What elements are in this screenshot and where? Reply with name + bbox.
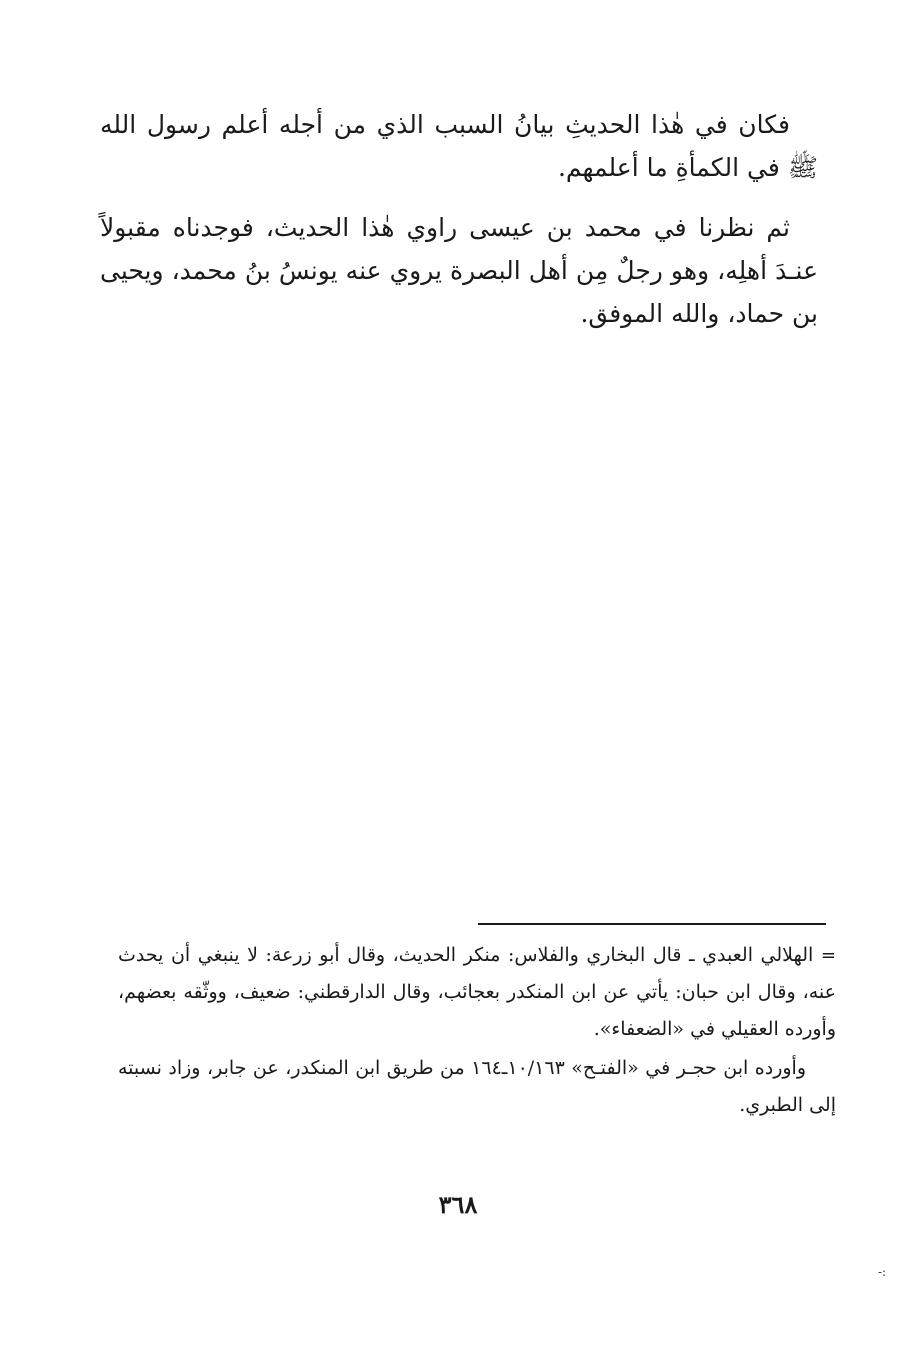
footnote-divider — [478, 923, 826, 925]
main-paragraph-2: ثم نظرنا في محمد بن عيسى راوي هٰذا الحديث، فوجدناه مقبولاً عنـدَ أهلِه، وهو رجلٌ مِن أهل البصرة يروي عنه يونسُ بنُ محمد، ويحيى بن حماد، والله الموفق. — [100, 213, 818, 328]
scan-speck: -: — [878, 1265, 887, 1279]
page-number: ٣٦٨ — [438, 1190, 478, 1219]
footnotes — [118, 937, 836, 1126]
main-paragraph-1: فكان في هٰذا الحديثِ بيانُ السبب الذي من أجله أعلم رسول الله ﷺ في الكمأةِ ما أعلمهم. — [100, 110, 818, 182]
footnote-text-1: الهلالي العبدي ـ قال البخاري والفلاس: منكر الحديث، وقال أبو زرعة: لا ينبغي أن يحدث عنه، وقال ابن حبان: يأتي عن ابن المنكدر بعجائب، وقال الدارقطني: ضعيف، ووثّقه بعضهم، وأورده العقيلي في «الضعفاء». — [118, 944, 836, 1040]
footnote-paragraph-2: وأورده ابن حجـر في «الفتـح» ١٠/١٦٣ـ١٦٤ من طريق ابن المنكدر، عن جابر، وزاد نسبته إلى الطبري. — [118, 1057, 836, 1116]
footnote-paragraph-1 — [118, 937, 836, 1048]
continuation-mark: = — [820, 945, 836, 966]
main-text — [100, 103, 818, 352]
